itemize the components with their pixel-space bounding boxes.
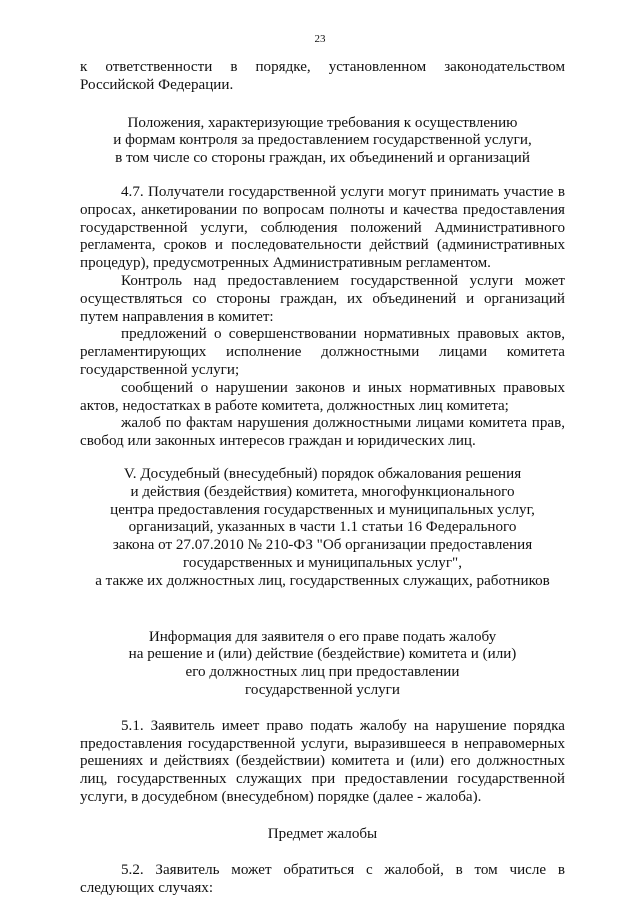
heading-line: и действия (бездействия) комитета, многофункционального <box>130 483 515 500</box>
heading-line: V. Досудебный (внесудебный) порядок обжалования решения <box>123 465 522 482</box>
paragraph-continuation: к ответственности в порядке, установленном законодательством Российской Федерации. <box>80 59 565 93</box>
page-number: 23 <box>314 33 326 45</box>
heading-line: государственных и муниципальных услуг", <box>183 554 462 571</box>
paragraph-control: Контроль над предоставлением государственной услуги может осуществляться со стороны граждан, их объединений и организаций путем направления в комитет: <box>80 272 565 325</box>
page-body <box>80 59 565 898</box>
heading-complaint-subject: Предмет жалобы <box>267 825 378 842</box>
heading-line: государственной услуги <box>245 681 400 698</box>
heading-line: на решение и (или) действие (бездействие) комитета и (или) <box>128 646 517 663</box>
heading-line: в том числе со стороны граждан, их объединений и организаций <box>115 150 530 167</box>
paragraph-complaints: жалоб по фактам нарушения должностными лицами комитета прав, свобод или законных интересов граждан и юридических лиц. <box>80 415 565 450</box>
heading-line: Положения, характеризующие требования к осуществлению <box>127 114 518 131</box>
paragraph-5-1: 5.1. Заявитель имеет право подать жалобу на нарушение порядка предоставления государственной услуги, выразившееся в неправомерных решениях и действиях (бездействии) комитета и (или) его должностных лиц, государственных служащих при предоставлении государственной услуги, в досудебном (внесудебном) порядке (далее - жалоба). <box>80 717 565 805</box>
heading-line: организаций, указанных в части 1.1 статьи 16 Федерального <box>128 519 517 536</box>
paragraph-4-7: 4.7. Получатели государственной услуги могут принимать участие в опросах, анкетировании по вопросам полноты и качества предоставления государственной услуги, соблюдения положений Административного регламента, сроков и последовательности действий (административных процедур), предусмотренных Административным регламентом. <box>80 183 565 272</box>
heading-line: центра предоставления государственных и муниципальных услуг, <box>110 501 535 518</box>
heading-line: его должностных лиц при предоставлении <box>185 664 460 681</box>
heading-line: закона от 27.07.2010 № 210-ФЗ "Об организации предоставления <box>112 537 533 554</box>
heading-line: Информация для заявителя о его праве подать жалобу <box>148 628 497 645</box>
heading-complaint-right <box>80 629 565 700</box>
heading-line: а также их должностных лиц, государственных служащих, работников <box>95 572 550 589</box>
paragraph-5-2: 5.2. Заявитель может обратиться с жалобой, в том числе в следующих случаях: <box>80 862 565 897</box>
paragraph-proposals: предложений о совершенствовании нормативных правовых актов, регламентирующих исполнение должностными лицами комитета государственной услуги; <box>80 326 565 378</box>
heading-control-forms <box>80 115 565 168</box>
heading-line: и формам контроля за предоставлением государственной услуги, <box>113 132 532 149</box>
heading-section-v <box>80 466 565 591</box>
paragraph-reports: сообщений о нарушении законов и иных нормативных правовых актов, недостатках в работе комитета, должностных лиц комитета; <box>80 379 565 414</box>
